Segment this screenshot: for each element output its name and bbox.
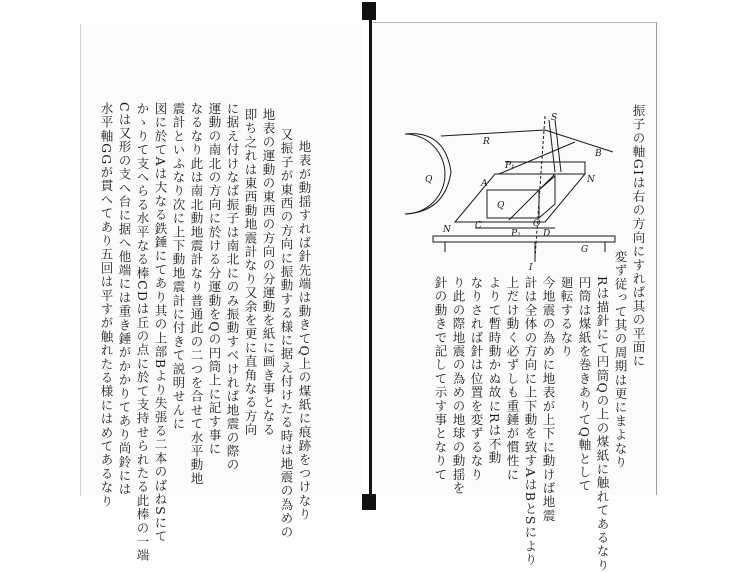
weight-box (487, 190, 539, 218)
label-q: Q (497, 201, 505, 211)
label-c: C (475, 221, 482, 231)
diagonal-rod (509, 174, 555, 220)
left-column-1: 地表が動揺すれば針先端は動きてQ上の煤紙に痕跡をつけなり (297, 140, 312, 522)
left-column-8: 震計といふなり次に上下動地震計に付きて説明せんに (171, 102, 186, 431)
left-column-2: 又振子が東西の方向に振動する様に据え付けたる時は地震の為めの (279, 128, 294, 539)
right-column-1: 振子の軸GIは右の方向にすれば其の平面に (631, 104, 646, 368)
label-a: A (481, 179, 488, 189)
left-column-6: 運動の南北の方向に於ける分運動をQの円筒上に記す事に (207, 102, 222, 456)
right-column-7: 計は全体の方向に上下動を致すAはBとSにより (523, 276, 538, 567)
drum-arc (405, 134, 451, 214)
seismograph-diagram (405, 112, 620, 272)
label-n-upper: N (587, 175, 595, 185)
binding-tab-top (362, 2, 376, 20)
label-r: R (483, 137, 490, 147)
binding-spine (369, 18, 372, 498)
left-column-5: に据え付けなば振子は南北にのみ振動すべければ地震の際の (225, 102, 240, 472)
label-s: S (551, 113, 558, 123)
label-p2: P₂ (511, 229, 521, 239)
right-column-3: Rは描針にて円筒Qの上の煤紙に触れてあるなり (595, 276, 610, 572)
left-column-7: なるなり此は南北動地震計なり普通此の二つを合せて水平動地 (189, 102, 204, 486)
upper-arm (441, 130, 613, 152)
frame (455, 174, 585, 222)
left-column-4: 即ち之れは東西動地震計なり又余を更に直角なる方向 (243, 108, 258, 437)
label-q-circle: Q (425, 175, 433, 185)
base-bar (433, 236, 615, 242)
right-column-2: 変ず従って其の周期は更にまよなり (613, 250, 628, 470)
left-column-10: かゝりて支へらる水平なる棒CDは丘の点に於て支持せられたる此棒の一端 (135, 102, 150, 563)
label-o: O (533, 219, 541, 229)
springs (549, 120, 561, 172)
right-column-10: なりされば針は位置を変ずるなり (469, 276, 484, 482)
label-g: G (581, 245, 589, 255)
label-n-lower: N (443, 225, 451, 235)
label-b: B (595, 149, 602, 159)
right-column-12: 針の動きで記して示す事となりて (433, 276, 448, 482)
label-i: I (529, 263, 533, 272)
frame-inner (505, 162, 585, 174)
right-column-9: よりて暫時動かぬ故にRは不動 (487, 276, 502, 465)
right-column-4: 円筒は煤紙を巻きありてQ軸として (577, 276, 592, 493)
drum-outline (405, 134, 445, 214)
right-column-6: 今地震の為めに地表が上下に動けば地震 (541, 276, 556, 523)
left-column-11: Cは又形の支へ台に据へ他端には重き錘がかかりてあり尚鈴には (117, 102, 132, 497)
label-p1: P₁ (505, 161, 515, 171)
left-column-3: 地表の運動の東西の方向の分運動を紙に画き事となる (261, 108, 276, 437)
right-column-11: り此の際地震の為めの地球の動揺を (451, 276, 466, 496)
left-column-12: 水平軸GGが貫へてあり五回は平すが触れたる様にはめてあるなり (99, 102, 114, 508)
left-column-9: 図に於てAは大なる鉄錘にてあり其の上部Bより失張る二本のばねSにて (153, 102, 168, 544)
binding-tab-bottom (362, 494, 376, 510)
right-column-5: 廻転するなり (559, 276, 574, 359)
right-column-8: 上だけ動く必ずしも重錘が慣性に (505, 276, 520, 482)
label-d: D (543, 229, 551, 239)
